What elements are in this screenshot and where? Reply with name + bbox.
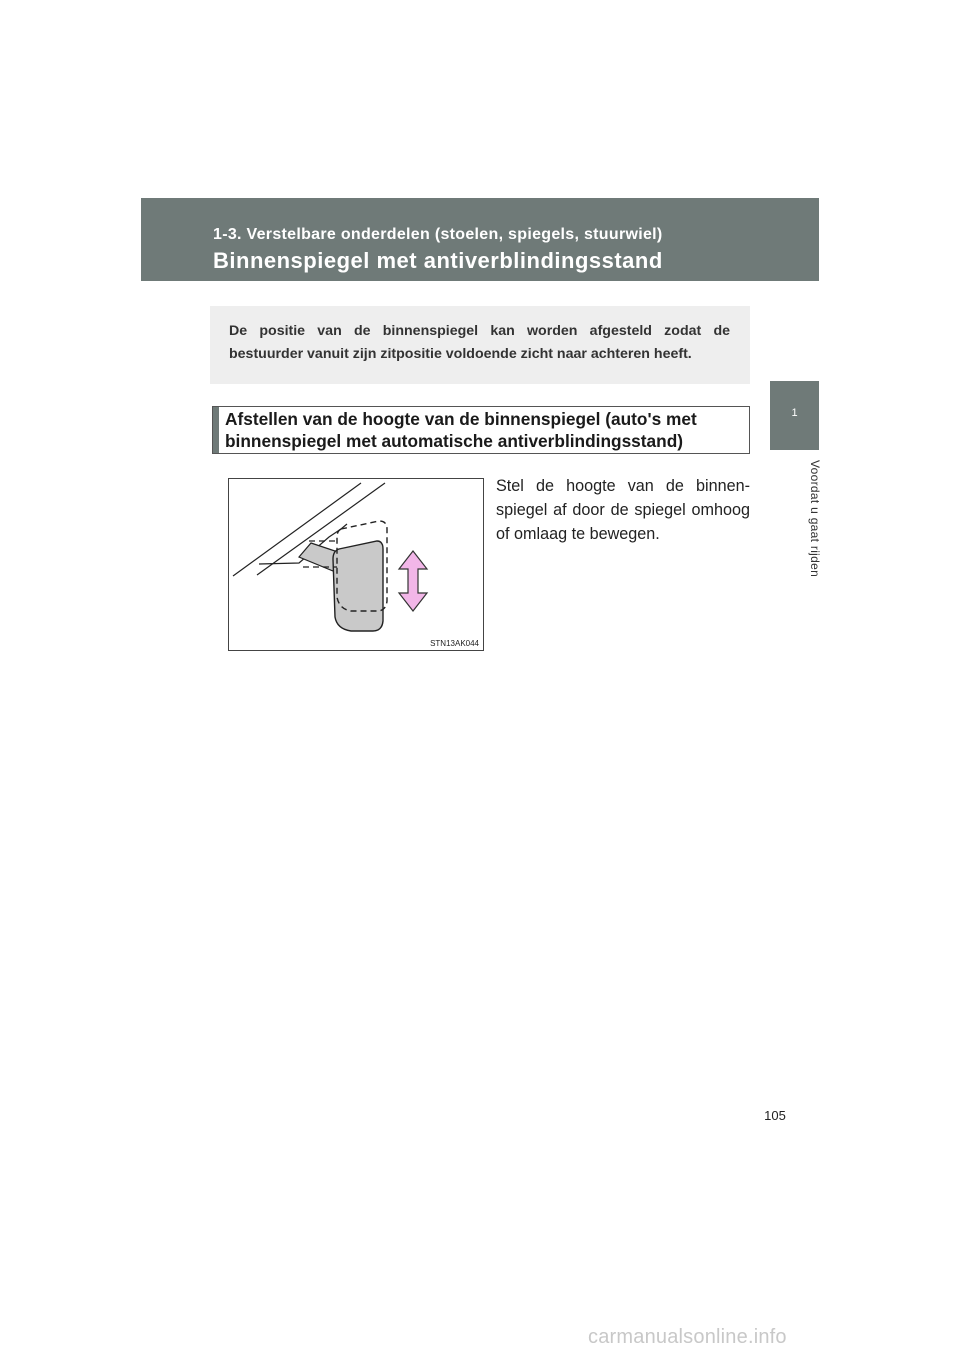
page-number: 105 — [764, 1108, 786, 1123]
section-title: 1-3. Verstelbare onderdelen (stoelen, spiegels, stuurwiel) — [213, 226, 663, 243]
mirror-drawing — [229, 479, 483, 650]
subheading-line-1: Afstellen van de hoogte van de binnenspiegel (auto's met — [225, 409, 697, 429]
page-title: Binnenspiegel met antiverblindingsstand — [213, 248, 663, 273]
subheading — [225, 408, 745, 452]
instruction-text: Stel de hoogte van de binnen- spiegel af door de spiegel omhoog of omlaag te bewegen. — [496, 477, 750, 543]
figure-code: STN13AK044 — [430, 639, 479, 648]
intro-text: De positie van de binnenspiegel kan worden afgesteld zodat de bestuurder vanuit zijn zitpositie voldoende zicht naar achteren heeft. — [229, 323, 730, 362]
watermark: carmanualsonline.info — [588, 1326, 787, 1348]
section-header — [141, 198, 819, 281]
chapter-label: Voordat u gaat rijden — [808, 460, 822, 578]
up-down-arrow-icon — [399, 551, 427, 611]
mirror-illustration — [228, 478, 484, 651]
subheading-box — [212, 406, 750, 454]
chapter-tab — [770, 381, 819, 450]
intro-box — [210, 306, 750, 384]
mirror-body — [333, 541, 383, 631]
subheading-line-2: binnenspiegel met automatische antiverblindingsstand) — [225, 431, 684, 451]
chapter-number: 1 — [791, 407, 798, 419]
subheading-accent-bar — [213, 407, 219, 453]
